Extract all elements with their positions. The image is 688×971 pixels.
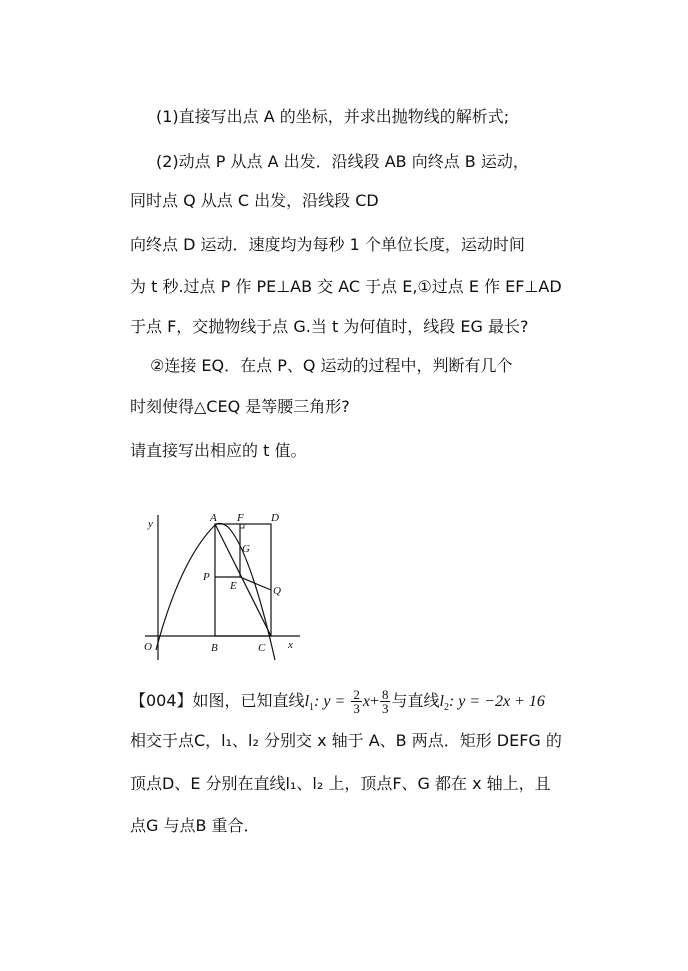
- label-C: C: [258, 642, 266, 654]
- problem-tag: 【004】: [130, 691, 193, 710]
- l1-x: x: [362, 693, 370, 710]
- q1-text: (1)直接写出点 A 的坐标，并求出抛物线的解析式;: [156, 107, 510, 126]
- label-G: G: [242, 543, 250, 555]
- frac2-num: 8: [381, 687, 389, 702]
- l1-name: l: [304, 693, 310, 710]
- frac1-num: 2: [353, 687, 360, 702]
- label-x: x: [288, 639, 293, 651]
- label-A: A: [210, 512, 217, 524]
- q2-part2-line3: 请直接写出相应的 t 值。: [130, 441, 307, 460]
- problem-004-line4: 点G 与点B 重合．: [130, 816, 260, 835]
- connector-text: 与直线: [391, 691, 440, 710]
- q2-line4: 为 t 秒.过点 P 作 PE⊥AB 交 AC 于点 E,①过点 E 作 EF⊥AD: [130, 277, 562, 296]
- l2-eq: : y = −2x + 16: [448, 693, 545, 710]
- q2-part2-line2: 时刻使得△CEQ 是等腰三角形?: [130, 397, 350, 416]
- l1-fraction-1: [351, 688, 362, 715]
- label-B: B: [211, 642, 218, 654]
- label-E: E: [230, 580, 237, 592]
- frac2-den: 3: [381, 701, 389, 716]
- l1-fraction-2: [380, 688, 391, 715]
- q2-line5: 于点 F，交抛物线于点 G.当 t 为何值时，线段 EG 最长?: [130, 317, 529, 336]
- label-P: P: [203, 571, 210, 583]
- problem-004-line1: [130, 686, 545, 723]
- segment-AC: [215, 524, 271, 636]
- l1-eq-prefix: : y =: [314, 693, 346, 710]
- q2-part2-line1: ②连接 EQ．在点 P、Q 运动的过程中，判断有几个: [150, 356, 513, 375]
- label-Q: Q: [273, 585, 281, 597]
- label-O: O: [144, 641, 152, 653]
- label-y: y: [148, 518, 153, 530]
- l2-name: l: [439, 693, 444, 710]
- l1-sub: 1: [309, 702, 315, 714]
- l1-plus: +: [369, 693, 379, 710]
- intro-text: 如图，已知直线: [192, 691, 305, 710]
- label-F: F: [237, 512, 244, 524]
- parabola-figure: [140, 505, 310, 665]
- label-D: D: [271, 512, 279, 524]
- q2-line3: 向终点 D 运动．速度均为每秒 1 个单位长度，运动时间: [130, 235, 525, 254]
- problem-004-line3: 顶点D、E 分别在直线l₁、l₂ 上，顶点F、G 都在 x 轴上，且: [130, 774, 551, 793]
- problem-004-line2: 相交于点C，l₁、l₂ 分别交 x 轴于 A、B 两点．矩形 DEFG 的: [130, 731, 562, 750]
- q2-line1: (2)动点 P 从点 A 出发．沿线段 AB 向终点 B 运动，: [156, 152, 529, 171]
- q2-line2: 同时点 Q 从点 C 出发，沿线段 CD: [130, 191, 379, 210]
- l2-sub: 2: [443, 702, 449, 714]
- frac1-den: 3: [353, 701, 360, 716]
